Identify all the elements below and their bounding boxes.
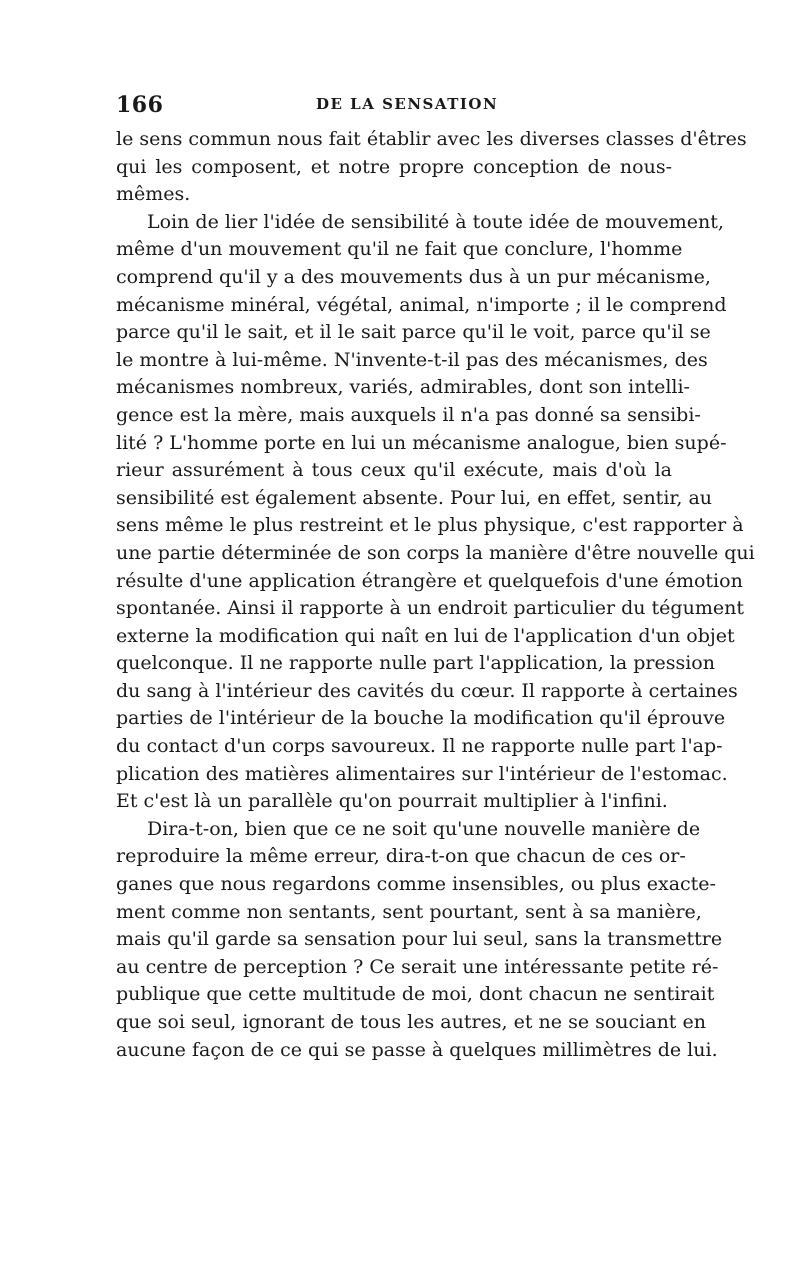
text-line: Dira-t-on, bien que ce ne soit qu'une nouvelle manière de <box>147 817 701 840</box>
text-line: spontanée. Ainsi il rapporte à un endroit particulier du tégument <box>116 597 744 620</box>
text-line: du contact d'un corps savoureux. Il ne rapporte nulle part l'ap- <box>116 735 723 758</box>
text-line: du sang à l'intérieur des cavités du cœur. Il rapporte à certaines <box>116 679 738 702</box>
body-text <box>116 126 755 1064</box>
text-line: sens même le plus restreint et le plus physique, c'est rapporter à <box>116 514 744 537</box>
text-line: aucune façon de ce qui se passe à quelques millimètres de lui. <box>116 1038 718 1061</box>
text-line: comprend qu'il y a des mouvements dus à un pur mécanisme, <box>116 265 711 288</box>
page-header <box>116 92 672 122</box>
text-line: externe la modification qui naît en lui de l'application d'un objet <box>116 624 735 647</box>
text-line: mécanismes nombreux, variés, admirables, dont son intelli- <box>116 376 690 399</box>
text-line: mécanisme minéral, végétal, animal, n'importe ; il le comprend <box>116 293 727 316</box>
text-line: gence est la mère, mais auxquels il n'a pas donné sa sensibi- <box>116 403 701 426</box>
text-line: même d'un mouvement qu'il ne fait que conclure, l'homme <box>116 238 683 261</box>
text-line: une partie déterminée de son corps la manière d'être nouvelle qui <box>116 541 755 564</box>
text-line: lité ? L'homme porte en lui un mécanisme analogue, bien supé- <box>116 431 727 454</box>
text-line: résulte d'une application étrangère et quelquefois d'une émotion <box>116 569 743 592</box>
text-line: quelconque. Il ne rapporte nulle part l'application, la pression <box>116 652 715 675</box>
text-line: rieur assurément à tous ceux qu'il exécute, mais d'où la <box>116 459 672 482</box>
text-line: publique que cette multitude de moi, dont chacun ne sentirait <box>116 983 715 1006</box>
text-line: le montre à lui-même. N'invente-t-il pas des mécanismes, des <box>116 348 708 371</box>
text-line: sensibilité est également absente. Pour lui, en effet, sentir, au <box>116 486 713 509</box>
running-title: DE LA SENSATION <box>316 95 499 113</box>
text-line: Loin de lier l'idée de sensibilité à toute idée de mouvement, <box>147 210 724 233</box>
text-line: mêmes. <box>116 183 191 206</box>
text-line: parce qu'il le sait, et il le sait parce qu'il le voit, parce qu'il se <box>116 321 711 344</box>
text-line: ment comme non sentants, sent pourtant, sent à sa manière, <box>116 900 702 923</box>
text-line: Et c'est là un parallèle qu'on pourrait multiplier à l'infini. <box>116 790 668 813</box>
text-line: plication des matières alimentaires sur l'intérieur de l'estomac. <box>116 762 728 785</box>
text-line: au centre de perception ? Ce serait une intéressante petite ré- <box>116 955 719 978</box>
text-line: mais qu'il garde sa sensation pour lui seul, sans la transmettre <box>116 928 723 951</box>
text-line: reproduire la même erreur, dira-t-on que chacun de ces or- <box>116 845 686 868</box>
text-line: le sens commun nous fait établir avec les diverses classes d'êtres <box>116 128 747 150</box>
text-line: que soi seul, ignorant de tous les autres, et ne se souciant en <box>116 1011 706 1033</box>
text-line: parties de l'intérieur de la bouche la modification qu'il éprouve <box>116 707 726 730</box>
text-line: ganes que nous regardons comme insensibles, ou plus exacte- <box>116 873 716 896</box>
page-number: 166 <box>116 92 164 118</box>
text-line: qui les composent, et notre propre conception de nous- <box>116 155 672 178</box>
